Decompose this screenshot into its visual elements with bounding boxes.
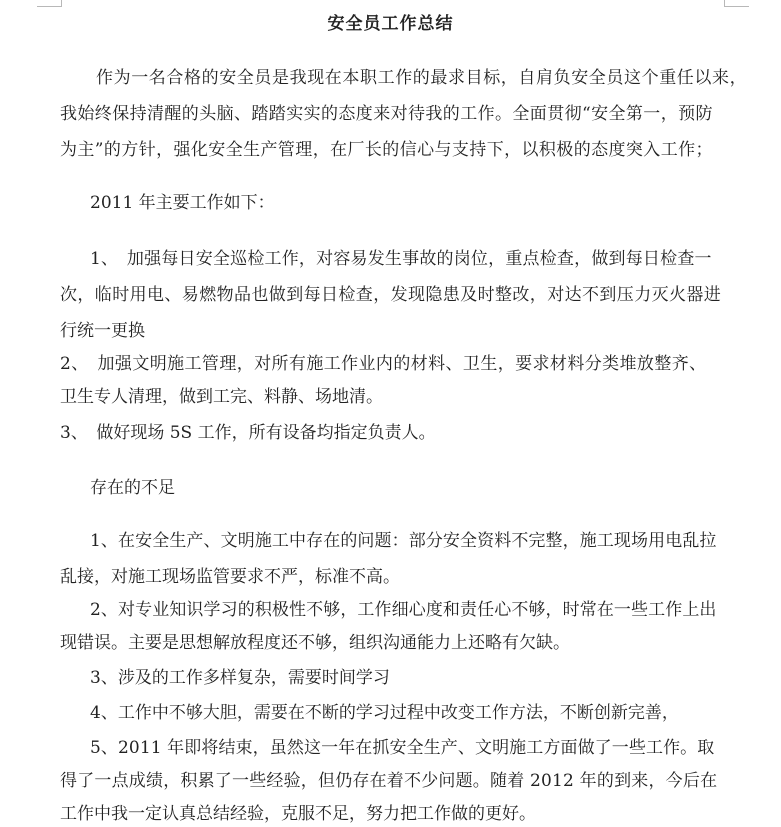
list-item-line: 卫生专人清理，做到工完、料静、场地清。 <box>60 387 383 407</box>
paragraph-line: 作为一名合格的安全员是我现在本职工作的最求目标，自肩负安全员这个重任以来， <box>96 68 748 88</box>
paragraph-line: 4、工作中不够大胆，需要在不断的学习过程中改变工作方法，不断创新完善， <box>90 703 679 723</box>
paragraph-line: 1、在安全生产、文明施工中存在的问题：部分安全资料不完整，施工现场用电乱拉 <box>90 531 717 551</box>
page-corner-mark-right <box>724 0 749 7</box>
page-corner-mark-left <box>37 0 62 7</box>
list-item-line: 1、 加强每日安全巡检工作，对容易发生事故的岗位，重点检查，做到每日检查一 <box>90 249 712 269</box>
section-heading: 存在的不足 <box>90 478 175 498</box>
paragraph-line: 为主”的方针，强化安全生产管理，在厂长的信心与支持下，以积极的态度突入工作； <box>60 140 713 160</box>
section-heading: 2011 年主要工作如下： <box>90 193 275 213</box>
document-title: 安全员工作总结 <box>327 14 454 34</box>
list-item-line: 2、 加强文明施工管理，对所有施工作业内的材料、卫生，要求材料分类堆放整齐、 <box>60 354 707 374</box>
list-item-line: 3、 做好现场 5S 工作，所有设备均指定负责人。 <box>60 423 436 443</box>
list-item-line: 次，临时用电、易燃物品也做到每日检查，发现隐患及时整改，对达不到压力灭火器进 <box>60 285 722 305</box>
paragraph-line: 得了一点成绩，积累了一些经验，但仍存在着不少问题。随着 2012 年的到来，今后在 <box>60 771 718 791</box>
list-item-line: 行统一更换 <box>60 321 145 341</box>
paragraph-line: 乱接，对施工现场监管要求不严，标准不高。 <box>60 567 400 587</box>
paragraph-line: 3、涉及的工作多样复杂，需要时间学习 <box>90 668 390 688</box>
paragraph-line: 现错误。主要是思想解放程度还不够，组织沟通能力上还略有欠缺。 <box>60 633 570 653</box>
paragraph-line: 工作中我一定认真总结经验，克服不足，努力把工作做的更好。 <box>60 804 536 824</box>
paragraph-line: 2、对专业知识学习的积极性不够，工作细心度和责任心不够，时常在一些工作上出 <box>90 600 717 620</box>
paragraph-line: 我始终保持清醒的头脑、踏踏实实的态度来对待我的工作。全面贯彻“安全第一，预防 <box>60 104 713 124</box>
paragraph-line: 5、2011 年即将结束，虽然这一年在抓安全生产、文明施工方面做了一些工作。取 <box>90 738 715 758</box>
